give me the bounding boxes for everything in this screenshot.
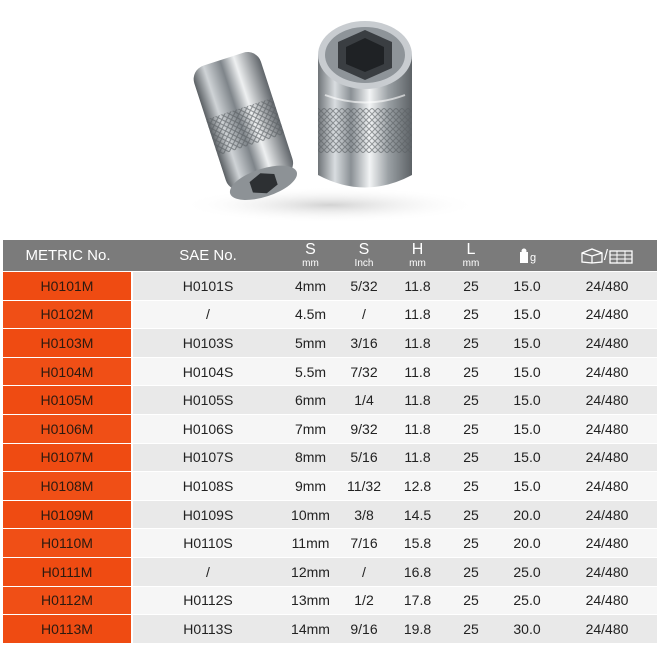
header-l: L mm: [445, 240, 497, 272]
cell-pack: 24/480: [557, 529, 657, 558]
cell-sae: /: [133, 301, 283, 330]
cell-s-inch: 5/16: [338, 444, 390, 473]
table-header-row: [3, 240, 657, 272]
cell-weight: 20.0: [497, 529, 557, 558]
cell-weight: 15.0: [497, 472, 557, 501]
carton-icon: [608, 248, 634, 264]
cell-pack: 24/480: [557, 587, 657, 616]
cell-l: 25: [445, 472, 497, 501]
cell-pack: 24/480: [557, 615, 657, 644]
cell-sae: H0104S: [133, 358, 283, 387]
cell-h: 11.8: [390, 358, 445, 387]
cell-pack: 24/480: [557, 472, 657, 501]
cell-weight: 15.0: [497, 358, 557, 387]
table-row: [3, 329, 657, 358]
cell-weight: 20.0: [497, 501, 557, 530]
cell-h: 11.8: [390, 415, 445, 444]
cell-h: 16.8: [390, 558, 445, 587]
cell-metric: H0105M: [3, 386, 133, 415]
cell-pack: 24/480: [557, 558, 657, 587]
table-row: [3, 615, 657, 644]
table-row: [3, 558, 657, 587]
table-row: [3, 386, 657, 415]
cell-h: 17.8: [390, 587, 445, 616]
cell-sae: H0108S: [133, 472, 283, 501]
cell-s-mm: 14mm: [283, 615, 338, 644]
cell-s-inch: 7/32: [338, 358, 390, 387]
cell-metric: H0108M: [3, 472, 133, 501]
cell-sae: H0109S: [133, 501, 283, 530]
table-row: [3, 501, 657, 530]
cell-sae: /: [133, 558, 283, 587]
cell-s-inch: 1/4: [338, 386, 390, 415]
cell-s-mm: 6mm: [283, 386, 338, 415]
cell-h: 11.8: [390, 301, 445, 330]
cell-s-inch: 9/32: [338, 415, 390, 444]
cell-metric: H0102M: [3, 301, 133, 330]
cell-h: 12.8: [390, 472, 445, 501]
header-s-inch: S Inch: [338, 240, 390, 272]
cell-weight: 15.0: [497, 415, 557, 444]
cell-pack: 24/480: [557, 386, 657, 415]
cell-s-inch: 3/16: [338, 329, 390, 358]
product-photo: [0, 0, 660, 238]
table-row: [3, 529, 657, 558]
cell-sae: H0113S: [133, 615, 283, 644]
cell-pack: 24/480: [557, 272, 657, 301]
cell-pack: 24/480: [557, 329, 657, 358]
header-metric: METRIC No.: [3, 240, 133, 272]
table-row: [3, 301, 657, 330]
cell-weight: 15.0: [497, 301, 557, 330]
cell-s-mm: 12mm: [283, 558, 338, 587]
weight-icon: [518, 248, 530, 264]
cell-l: 25: [445, 444, 497, 473]
table-row: [3, 272, 657, 301]
cell-s-inch: 11/32: [338, 472, 390, 501]
cell-s-inch: 3/8: [338, 501, 390, 530]
header-pack: /: [557, 240, 657, 272]
cell-metric: H0104M: [3, 358, 133, 387]
spec-table: [3, 240, 657, 644]
cell-h: 11.8: [390, 386, 445, 415]
cell-l: 25: [445, 358, 497, 387]
cell-h: 11.8: [390, 329, 445, 358]
cell-s-mm: 9mm: [283, 472, 338, 501]
cell-s-mm: 13mm: [283, 587, 338, 616]
cell-sae: H0112S: [133, 587, 283, 616]
cell-h: 19.8: [390, 615, 445, 644]
table-row: [3, 587, 657, 616]
table-row: [3, 415, 657, 444]
cell-s-mm: 11mm: [283, 529, 338, 558]
cell-sae: H0110S: [133, 529, 283, 558]
header-sae: SAE No.: [133, 240, 283, 272]
cell-l: 25: [445, 529, 497, 558]
cell-sae: H0105S: [133, 386, 283, 415]
cell-pack: 24/480: [557, 501, 657, 530]
cell-s-mm: 8mm: [283, 444, 338, 473]
cell-weight: 15.0: [497, 272, 557, 301]
cell-sae: H0107S: [133, 444, 283, 473]
cell-weight: 15.0: [497, 329, 557, 358]
cell-pack: 24/480: [557, 301, 657, 330]
cell-sae: H0106S: [133, 415, 283, 444]
cell-weight: 25.0: [497, 558, 557, 587]
cell-metric: H0111M: [3, 558, 133, 587]
cell-l: 25: [445, 501, 497, 530]
cell-l: 25: [445, 615, 497, 644]
cell-metric: H0112M: [3, 587, 133, 616]
cell-s-mm: 10mm: [283, 501, 338, 530]
cell-weight: 30.0: [497, 615, 557, 644]
cell-s-inch: /: [338, 301, 390, 330]
cell-metric: H0106M: [3, 415, 133, 444]
cell-h: 15.8: [390, 529, 445, 558]
cell-pack: 24/480: [557, 444, 657, 473]
header-weight: g: [497, 240, 557, 272]
box-icon: [580, 248, 604, 264]
table-row: [3, 472, 657, 501]
cell-weight: 25.0: [497, 587, 557, 616]
cell-s-mm: 4mm: [283, 272, 338, 301]
cell-metric: H0110M: [3, 529, 133, 558]
cell-metric: H0101M: [3, 272, 133, 301]
cell-metric: H0107M: [3, 444, 133, 473]
cell-h: 14.5: [390, 501, 445, 530]
cell-l: 25: [445, 558, 497, 587]
header-s-mm: S mm: [283, 240, 338, 272]
cell-s-inch: 1/2: [338, 587, 390, 616]
cell-sae: H0103S: [133, 329, 283, 358]
cell-l: 25: [445, 415, 497, 444]
cell-l: 25: [445, 272, 497, 301]
cell-s-mm: 5.5m: [283, 358, 338, 387]
cell-h: 11.8: [390, 272, 445, 301]
table-row: [3, 444, 657, 473]
cell-sae: H0101S: [133, 272, 283, 301]
cell-l: 25: [445, 329, 497, 358]
cell-s-inch: 5/32: [338, 272, 390, 301]
cell-h: 11.8: [390, 444, 445, 473]
cell-metric: H0113M: [3, 615, 133, 644]
table-row: [3, 358, 657, 387]
cell-metric: H0103M: [3, 329, 133, 358]
cell-s-inch: 7/16: [338, 529, 390, 558]
cell-l: 25: [445, 386, 497, 415]
header-h: H mm: [390, 240, 445, 272]
cell-l: 25: [445, 587, 497, 616]
cell-metric: H0109M: [3, 501, 133, 530]
cell-s-inch: 9/16: [338, 615, 390, 644]
cell-pack: 24/480: [557, 415, 657, 444]
cell-pack: 24/480: [557, 358, 657, 387]
cell-s-mm: 4.5m: [283, 301, 338, 330]
cell-s-mm: 7mm: [283, 415, 338, 444]
cell-weight: 15.0: [497, 386, 557, 415]
cell-weight: 15.0: [497, 444, 557, 473]
cell-s-mm: 5mm: [283, 329, 338, 358]
cell-l: 25: [445, 301, 497, 330]
cell-s-inch: /: [338, 558, 390, 587]
